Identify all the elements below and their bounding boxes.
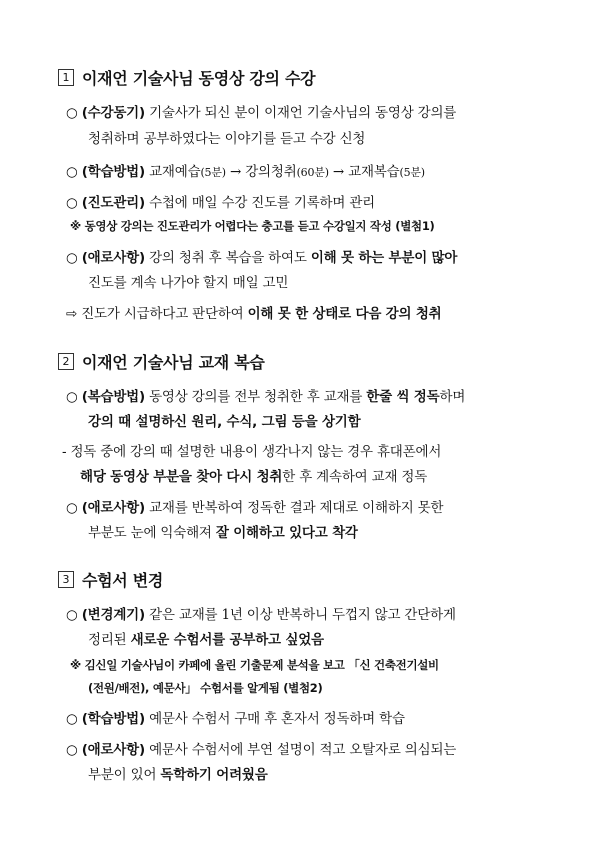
list-item — [66, 603, 456, 623]
section-title: 이재언 기술사님 교재 복습 — [82, 353, 265, 372]
bullet-circle: ○ — [66, 389, 78, 405]
item-text: 수첩에 매일 수강 진도를 기록하며 관리 — [149, 195, 376, 211]
note-line: ※ 동영상 강의는 진도관리가 어렵다는 충고를 듣고 수강일지 작성 (별첨1) — [70, 219, 435, 233]
item-text: 부분이 있어 — [88, 767, 157, 783]
conclusion-emphasis: 이해 못 한 상태로 다음 강의 청취 — [247, 306, 442, 322]
item-label: (학습방법) — [81, 711, 145, 727]
bullet-circle: ○ — [66, 195, 78, 211]
arrow-right-icon: ⇨ — [66, 306, 78, 322]
section-title: 이재언 기술사님 동영상 강의 수강 — [82, 69, 316, 88]
item-text-continued: 청취하며 공부하였다는 이야기를 듣고 수강 신청 — [88, 131, 366, 147]
note-line-continued: (전원/배전), 예문사」 수험서를 알게됨 (별첨2) — [88, 681, 323, 695]
section-1-heading — [58, 66, 315, 89]
list-item — [66, 707, 405, 727]
item-text: 예문사 수험서 구매 후 혼자서 정독하며 학습 — [149, 711, 405, 727]
step-duration: (5분) — [399, 166, 425, 179]
list-item — [66, 101, 456, 121]
step-text: 교재복습 — [348, 164, 400, 180]
dash-bullet: - — [62, 444, 67, 460]
bullet-circle: ○ — [66, 607, 78, 623]
bullet-circle: ○ — [66, 164, 78, 180]
item-label: (진도관리) — [81, 195, 145, 211]
section-2-heading — [58, 350, 265, 373]
item-text-continued — [88, 521, 358, 541]
item-text: 부분도 눈에 익숙해져 — [88, 525, 212, 541]
item-text-emphasis: 이해 못 하는 부분이 많아 — [310, 250, 458, 266]
section-3-heading — [58, 568, 163, 591]
step-duration: (5분) — [200, 166, 226, 179]
item-text: 강의 청취 후 복습을 하여도 — [149, 250, 307, 266]
bullet-circle: ○ — [66, 105, 78, 121]
item-text-emphasis: 잘 이해하고 있다고 착각 — [215, 525, 358, 541]
item-text-continued — [88, 628, 324, 648]
list-item — [66, 738, 456, 758]
arrow-icon: → — [332, 164, 345, 180]
item-text: 같은 교재를 1년 이상 반복하니 두껍지 않고 간단하게 — [149, 607, 456, 623]
bullet-circle: ○ — [66, 250, 78, 266]
item-text: 예문사 수험서에 부연 설명이 적고 오탈자로 의심되는 — [149, 742, 457, 758]
item-text-continued — [88, 763, 268, 783]
item-text: 동영상 강의를 전부 청취한 후 교재를 — [149, 389, 363, 405]
item-label: (학습방법) — [81, 164, 145, 180]
item-text: 기술사가 되신 분이 이재언 기술사님의 동영상 강의를 — [149, 105, 457, 121]
item-label: (변경계기) — [81, 607, 145, 623]
item-text-continued: 강의 때 설명하신 원리, 수식, 그림 등을 상기함 — [88, 414, 361, 430]
item-label: (애로사항) — [81, 742, 145, 758]
section-number-box: 1 — [58, 69, 74, 86]
step-text: 강의청취 — [245, 164, 297, 180]
item-label: (애로사항) — [81, 250, 145, 266]
item-label: (수강동기) — [81, 105, 145, 121]
bullet-circle: ○ — [66, 500, 78, 516]
list-item — [66, 160, 425, 180]
item-text: 정독 중에 강의 때 설명한 내용이 생각나지 않는 경우 휴대폰에서 — [70, 444, 442, 460]
item-text-emphasis: 새로운 수험서를 공부하고 싶었음 — [130, 632, 324, 648]
bullet-circle: ○ — [66, 742, 78, 758]
bullet-circle: ○ — [66, 711, 78, 727]
item-text-emphasis: 독학하기 어려웠음 — [160, 767, 268, 783]
item-text-emphasis: 한줄 씩 정독 — [366, 389, 440, 405]
arrow-icon: → — [229, 164, 242, 180]
item-text: 정리된 — [88, 632, 127, 648]
item-label: (애로사항) — [81, 500, 145, 516]
note-line: ※ 김신일 기술사님이 카페에 올린 기출문제 분석을 보고 「신 건축전기설비 — [70, 658, 439, 672]
item-text-continued — [80, 465, 427, 485]
list-item — [66, 191, 375, 211]
item-text: 교재를 반복하여 정독한 결과 제대로 이해하지 못한 — [149, 500, 444, 516]
section-number-box: 2 — [58, 353, 74, 370]
item-text-continued: 진도를 계속 나가야 할지 매일 고민 — [88, 275, 289, 291]
list-item — [66, 496, 443, 516]
list-item — [66, 385, 465, 405]
sub-item — [62, 440, 441, 460]
item-text: 한 후 계속하여 교재 정독 — [282, 469, 428, 485]
list-item — [66, 246, 457, 266]
section-title: 수험서 변경 — [82, 571, 164, 590]
conclusion-line — [66, 302, 442, 322]
conclusion-text: 진도가 시급하다고 판단하여 — [81, 306, 244, 322]
step-duration: (60분) — [296, 166, 329, 179]
step-text: 교재예습 — [149, 164, 201, 180]
item-label: (복습방법) — [81, 389, 145, 405]
section-number-box: 3 — [58, 571, 74, 588]
item-text: 하며 — [439, 389, 466, 405]
item-text-emphasis: 해당 동영상 부분을 찾아 다시 청취 — [80, 469, 283, 485]
